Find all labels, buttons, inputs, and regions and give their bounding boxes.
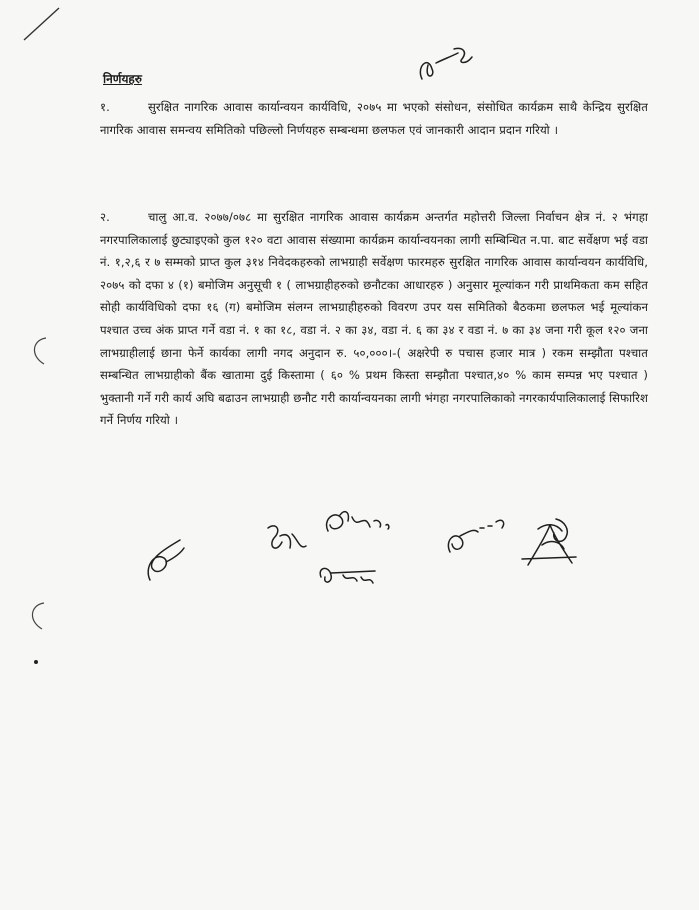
signature-top — [410, 43, 480, 83]
decision-1-text: सुरक्षित नागरिक आवास कार्यान्वयन कार्यविधि, २०७५ मा भएको संसोधन, संसोधित कार्यक्रम साथै केन्द्रिय सुरक्षित नागरिक आवास समन्वय समितिको पछिल्लो निर्णयहरु सम्बन्धमा छलफल एवं जानकारी आदान प्रदान गरियो । — [100, 100, 648, 137]
scan-dot — [34, 660, 38, 664]
decisions-heading: निर्णयहरु — [103, 72, 142, 86]
signature-3 — [320, 505, 400, 545]
decision-1 — [100, 96, 648, 141]
scan-mark-top-left — [14, 4, 74, 54]
scan-mark-left-2 — [22, 597, 62, 637]
signature-1 — [140, 528, 190, 588]
signature-2 — [262, 518, 312, 563]
decision-2-number: २. — [100, 210, 110, 224]
decision-2-text: चालु आ.व. २०७७/०७८ मा सुरक्षित नागरिक आवास कार्यक्रम अन्तर्गत महोत्तरी जिल्ला निर्वाचन क्षेत्र नं. २ भंगहा नगरपालिकालाई छुट्याइएको कुल १२० वटा आवास संख्यामा कार्यक्रम कार्यान्वयनका लागी सम्बिन्धित न.पा. बाट सर्वेक्षण भई वडा नं. १,२,६ र ७ सम्मको प्राप्त कुल ३१४ निवेदकहरुको लाभग्राही सर्वेक्षण फारमहरु सुरक्षित नागरिक आवास कार्यान्वयन कार्यविधि, २०७५ को दफा ४ (१) बमोजिम अनुसूची १ ( लाभग्राहीहरुको छनौटका आधारहरु ) अनुसार मूल्यांकन गरी प्राथमिकता कम सहित सोही कार्यविधिको दफा १६ (ग) बमोजिम संलग्न लाभग्राहीहरुको विवरण उपर यस समितिको बैठकमा छलफल भई मूल्यांकन पश्चात उच्च अंक प्राप्त गर्ने वडा नं. १ का १८, वडा नं. २ का ३४, वडा नं. ६ का ३४ र वडा नं. ७ का ३४ जना गरी कूल १२० जना लाभग्राहीलाई छाना फेर्ने कार्यका लागी नगद अनुदान रु. ५०,०००।-( अक्षरेपी रु पचास हजार मात्र ) रकम सम्झौता पश्चात सम्बन्धित लाभग्राहीको बैंक खातामा दुई किस्तामा ( ६० % प्रथम किस्ता सम्झौता पश्चात,४० % काम सम्पन्न भए पश्चात ) भुक्तानी गर्ने गरी कार्य अघि बढाउन लाभग्राही छनौट गरी कार्यान्वयनका लागी भंगहा नगरपालिकाको नगरकार्यपालिकालाई सिफारिश गर्ने निर्णय गरियो । — [100, 210, 648, 428]
signature-5 — [440, 510, 520, 560]
signature-4 — [313, 563, 393, 593]
scan-mark-left-1 — [24, 332, 64, 372]
signature-6 — [516, 515, 586, 575]
decision-1-number: १. — [100, 100, 110, 114]
decision-2 — [100, 206, 648, 432]
